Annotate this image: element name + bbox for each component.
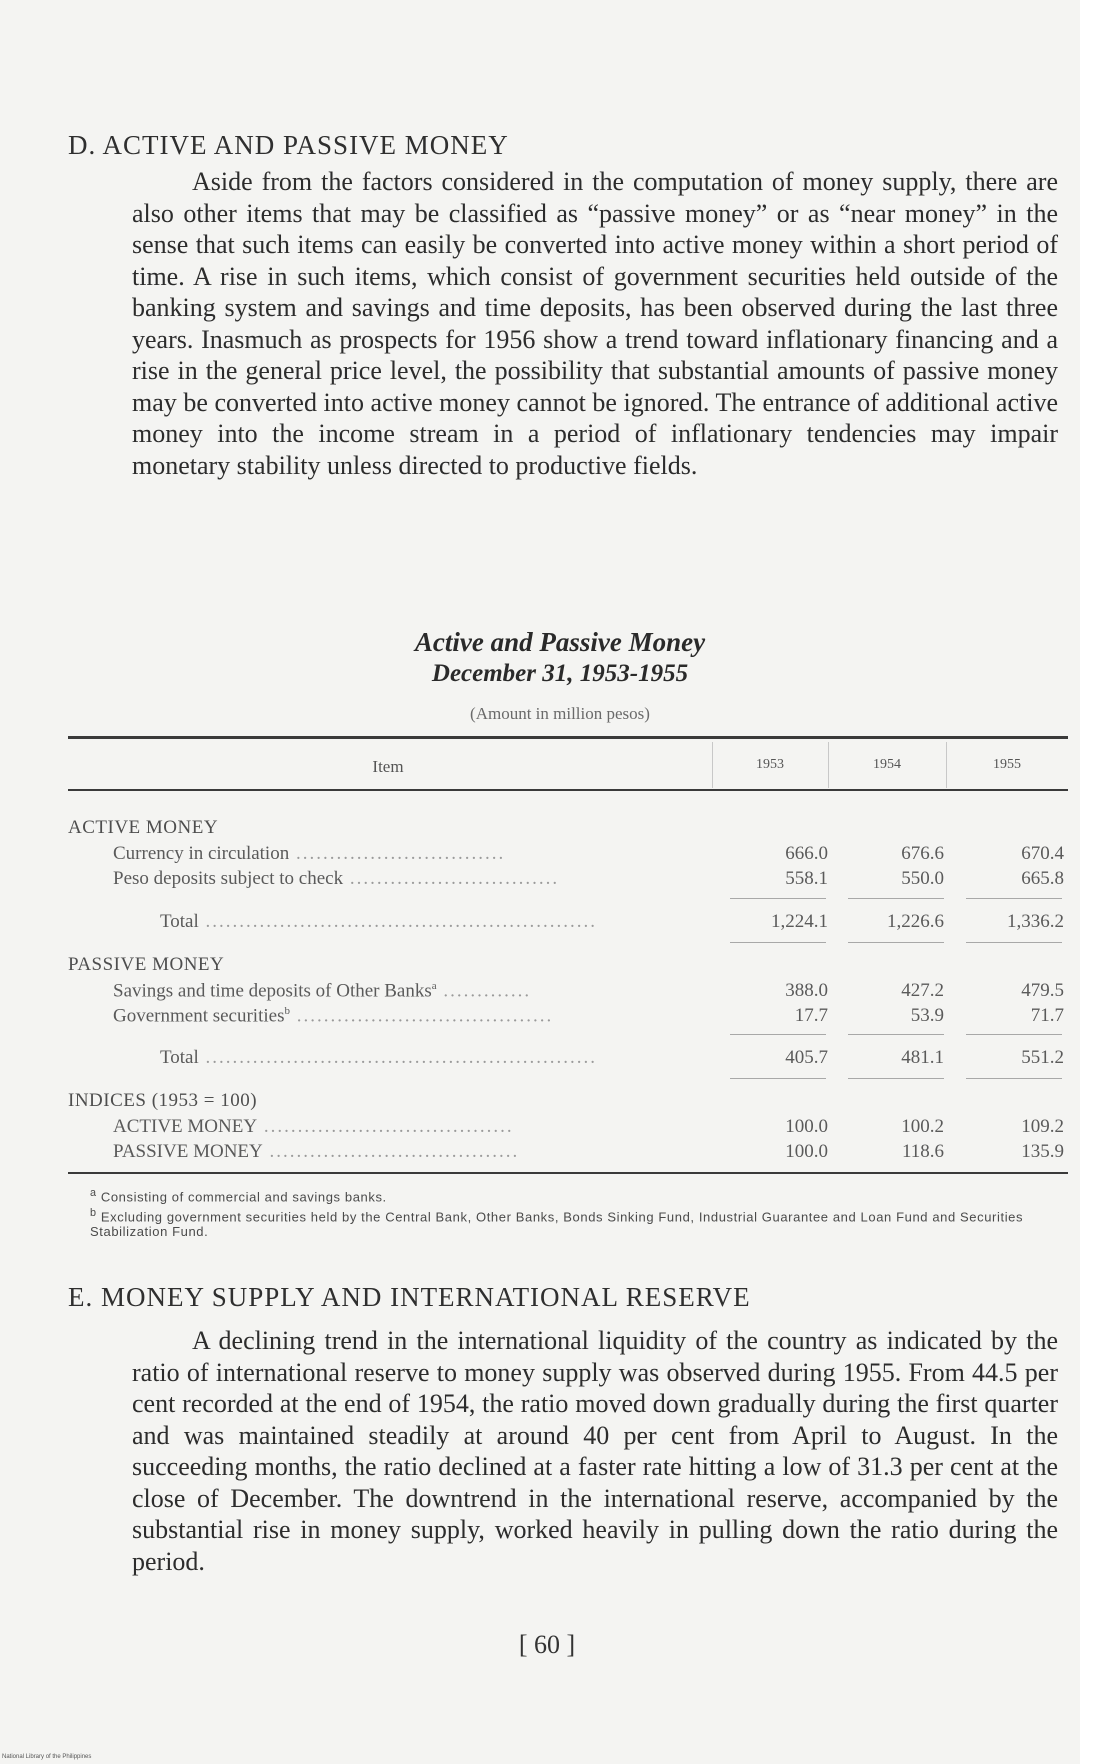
page-number: [ 60 ] [518,1630,576,1659]
row-label: PASSIVE MONEY [113,1141,263,1162]
table-units: (Amount in million pesos) [470,704,650,723]
header-year: 1953 [756,757,784,772]
row-label: ACTIVE MONEY [113,1116,258,1137]
total-rule [730,942,826,943]
group-indices-label: INDICES (1953 = 100) [68,1090,258,1111]
footnote-b [90,1206,1068,1239]
cell-1954: 100.2 [901,1116,944,1137]
table-row: Savings and time deposits of Other Banks$^a$ ............. 388.0 427.2 479.5 [113,980,1064,1002]
cell-1953: 1,224.1 [771,911,828,932]
table-row: Currency in circulation ............................... 666.0 676.6 670.4 [113,843,1064,864]
footnote-a [90,1186,1068,1204]
section-e-text: A declining trend in the international liquidity of the country as indicated by the ratio of international reserve to money supply was observed during 1955. From 44.5 per cent recorded at the end of 1954, the ratio moved down gradually during the first quarter and was maintained steadily at around 40 per cent from April to August. In the succeeding months, the ratio declined at a faster rate hitting a low of 31.3 per cent at the close of December. The downtrend in the international reserve, accompanied by the substantial rise in money supply, worked heavily in pulling down the ratio during the period. [132,1326,1058,1576]
cell-1954: 53.9 [910,1005,944,1026]
cell-1954: 118.6 [901,1141,944,1162]
footnote-a-text: Consisting of commercial and savings banks. [100,1189,387,1205]
subtotal-rule [966,1034,1062,1035]
header-item: Item [372,757,404,776]
section-d-paragraph [132,166,1058,481]
cell-1955: 1,336.2 [1007,911,1064,932]
cell-1953: 100.0 [785,1141,828,1162]
row-label: Peso deposits subject to check [113,868,344,889]
header-year: 1954 [873,757,901,772]
cell-1953: 388.0 [785,980,828,1001]
cell-1955: 479.5 [1021,980,1064,1001]
cell-1954: 676.6 [901,843,944,864]
total-rule [966,1078,1062,1079]
subtotal-rule [848,1034,944,1035]
cell-1954: 427.2 [901,980,944,1001]
section-e-paragraph [132,1325,1058,1577]
row-label: Government securities [113,1005,285,1027]
footnote-b-mark: b [90,1207,97,1219]
cell-1953: 558.1 [785,868,828,889]
cell-1954: 481.1 [901,1047,944,1068]
table-bottom-rule [68,1172,1068,1174]
table-row: PASSIVE MONEY ..................................... 100.0 118.6 135.9 [113,1141,1064,1162]
row-label: Savings and time deposits of Other Banks [113,980,432,1002]
table-subtitle: December 31, 1953-1955 [431,660,689,687]
footnote-mark: a [431,980,437,992]
cell-1953: 405.7 [785,1047,828,1068]
cell-1955: 71.7 [1030,1005,1064,1026]
cell-1954: 550.0 [901,868,944,889]
cell-1955: 670.4 [1021,843,1064,864]
header-bottom-rule [68,789,1068,791]
footnote-b-text: Excluding government securities held by the Central Bank, Other Banks, Bonds Sinking Fund, Industrial Guarantee and Loan Fund and Securities Stabilization Fund. [90,1209,1024,1240]
cell-1955: 551.2 [1021,1047,1064,1068]
total-label: Total [160,1047,199,1068]
section-e-heading: E. MONEY SUPPLY AND INTERNATIONAL RESERVE [68,1282,751,1312]
header-year: 1955 [993,757,1021,772]
cell-1955: 135.9 [1021,1141,1064,1162]
total-row: Total .......................................................... 1,224.1 1,226.6 1,336.2 [160,911,1064,932]
cell-1953: 666.0 [785,843,828,864]
table-top-rule [68,736,1068,739]
group-passive-label: PASSIVE MONEY [68,954,225,975]
subtotal-rule [730,1034,826,1035]
table-row: ACTIVE MONEY ..................................... 100.0 100.2 109.2 [113,1116,1064,1137]
cell-1953: 100.0 [785,1116,828,1137]
cell-1955: 109.2 [1021,1116,1064,1137]
total-rule [966,942,1062,943]
table-row: Government securities$^b$ ...................................... 17.7 53.9 71.7 [113,1005,1064,1027]
total-label: Total [160,911,199,932]
footnote-mark: b [284,1005,290,1017]
group-active-label: ACTIVE MONEY [68,817,219,838]
page-edge [1080,0,1094,1764]
cell-1955: 665.8 [1021,868,1064,889]
cell-1954: 1,226.6 [887,911,944,932]
table-row: Peso deposits subject to check ............................... 558.1 550.0 665.8 [113,868,1064,889]
total-rule [848,942,944,943]
subtotal-rule [966,898,1062,899]
section-d-text: Aside from the factors considered in the computation of money supply, there are also other items that may be classified as “passive money” or as “near money” in the sense that such items can easily be converted into active money within a short period of time. A rise in such items, which consist of government securities held outside of the banking system and savings and time deposits, has been observed during the last three years. Inasmuch as prospects for 1956 show a trend toward inflationary financing and a rise in the general price level, the possibility that substantial amounts of passive money may be converted into active money cannot be ignored. The entrance of additional active money into the income stream in a period of inflationary tendencies may impair monetary stability unless directed to productive fields. [132,167,1058,480]
section-d-heading: D. ACTIVE AND PASSIVE MONEY [68,130,509,160]
row-label: Currency in circulation [113,843,290,864]
scan-footer: National Library of the Philippines [2,1754,92,1760]
table-title: Active and Passive Money [414,627,706,657]
total-row: Total .......................................................... 405.7 481.1 551.2 [160,1047,1064,1068]
footnote-a-mark: a [90,1187,97,1199]
subtotal-rule [848,898,944,899]
subtotal-rule [730,898,826,899]
total-rule [848,1078,944,1079]
total-rule [730,1078,826,1079]
cell-1953: 17.7 [794,1005,828,1026]
